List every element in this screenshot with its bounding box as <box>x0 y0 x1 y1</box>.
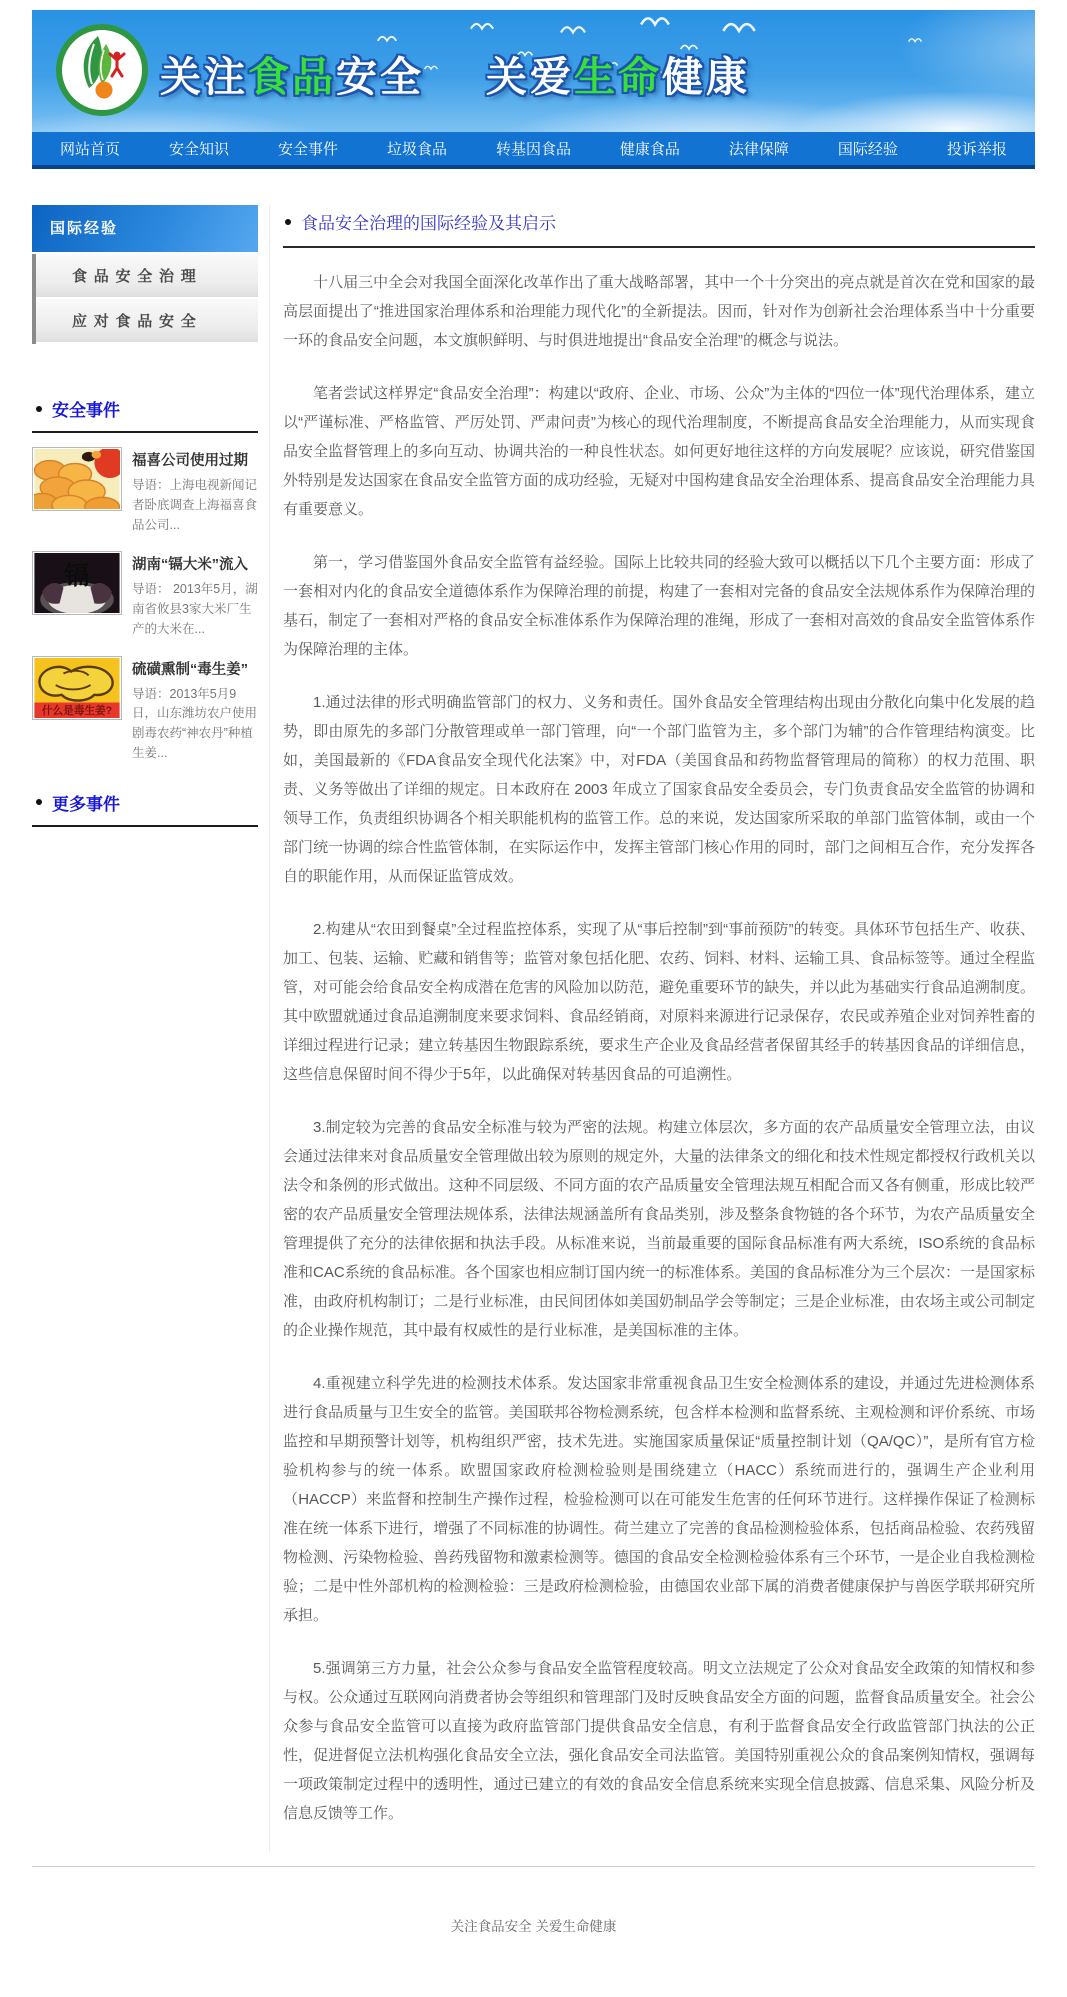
news-item <box>32 656 258 764</box>
more-events-label: 更多事件 <box>52 794 120 814</box>
site-banner <box>32 10 1035 132</box>
article-paragraph: 2.构建从“农田到餐桌”全过程监控体系，实现了从“事后控制”到“事前预防”的转变。具体环节包括生产、收获、加工、包装、运输、贮藏和销售等；监管对象包括化肥、农药、饲料、材料、运输工具、食品标签等。通过全程监管，对可能会给食品安全构成潜在危害的风险加以防范，避免重要环节的缺失，并以此为基础实行食品追溯制度。其中欧盟就通过食品追溯制度来要求饲料、食品经销商，对原料来源进行记录保存，农民或养殖企业对饲养牲畜的详细过程进行记录；建立转基因生物跟踪系统，要求生产企业及食品经营者保留其经手的转基因食品的详细信息，这些信息保留时间不得少于5年，以此确保对转基因食品的可追溯性。 <box>283 921 1035 1083</box>
news-desc: 导语： 2013年5月，湖南省攸县3家大米厂生产的大米在... <box>132 582 258 636</box>
title-seg: 关注 <box>160 54 248 100</box>
main-nav <box>32 132 1035 169</box>
toxic-ginger-thumb[interactable] <box>32 656 122 720</box>
nav-item-safety-knowledge[interactable]: 安全知识 <box>168 141 229 158</box>
article-paragraph: 5.强调第三方力量，社会公众参与食品安全监管程度较高。明文立法规定了公众对食品安全政策的知情权和参与权。公众通过互联网向消费者协会等组织和管理部门及时反映食品安全方面的问题，监督食品质量安全。社会公众参与食品安全监管可以直接为政府监管部门提供食品安全信息，有利于监督食品安全行政监管部门执法的公正性，促进督促立法机构强化食品安全立法，强化食品安全司法监管。美国特别重视公众的食品案例知情权，强调每一项政策制定过程中的透明性，通过已建立的有效的食品安全信息系统来实现全信息披露、信息采集、风险分析及信息反馈等工作。 <box>283 1660 1035 1822</box>
nav-item-junk-food[interactable]: 垃圾食品 <box>386 141 447 158</box>
footer-text: 关注食品安全 关爱生命健康 <box>450 1919 617 1934</box>
news-link[interactable]: 湖南“镉大米”流入 <box>132 557 248 574</box>
bullet-icon <box>285 219 291 225</box>
news-list <box>32 447 258 764</box>
title-seg: 生命 <box>574 54 662 100</box>
sidebar-menu <box>32 254 258 344</box>
cadmium-rice-thumb[interactable] <box>32 551 122 615</box>
bullet-icon <box>36 799 42 805</box>
dove-icon <box>560 22 586 40</box>
sidebar-item-responding-food-safety[interactable]: 应对食品安全 <box>36 299 258 344</box>
news-item <box>32 447 258 535</box>
dove-icon <box>640 14 670 32</box>
nav-item-legal-protection[interactable]: 法律保障 <box>728 141 789 158</box>
nav-item-complaints[interactable]: 投诉举报 <box>946 141 1007 158</box>
news-desc: 导语：2013年5月9日，山东潍坊农户使用剧毒农药“神农丹”种植生姜... <box>132 686 258 760</box>
article-body <box>283 268 1035 1828</box>
dove-icon <box>722 20 756 39</box>
title-seg: 安全 <box>336 54 424 100</box>
thumb-caption: 什么是毒生姜? <box>41 704 113 717</box>
site-title <box>160 44 750 103</box>
article-paragraph: 4.重视建立科学先进的检测技术体系。发达国家非常重视食品卫生安全检测体系的建设，并通过先进检测体系进行食品质量与卫生安全的监管。美国联邦谷物检测系统，包含样本检测和监督系统、主观检测和评价系统、市场监控和早期预警计划等，机构组织严密，技术先进。实施国家质量保证“质量控制计划（QA/QC）”，是所有官方检验机构参与的统一体系。欧盟国家政府检测检验则是围绕建立（HACC）系统而进行的，强调生产企业利用（HACCP）来监督和控制生产操作过程，检验检测可以在可能发生危害的任何环节进行。这样操作保证了检测标准在统一体系下进行，增强了不同标准的协调性。荷兰建立了完善的食品检测检验体系，包括商品检验、农药残留物检测、污染物检验、兽药残留物和激素检测等。德国的食品安全检测检验体系有三个环节，一是企业自我检测检验；二是中性外部机构的检测检验：三是政府检测检验，由德国农业部下属的消费者健康保护与兽医学联邦研究所承担。 <box>283 1375 1035 1624</box>
news-link[interactable]: 福喜公司使用过期 <box>132 453 248 469</box>
page-container <box>32 10 1035 1997</box>
title-seg: 食品 <box>248 54 336 100</box>
nav-item-home[interactable]: 网站首页 <box>60 141 121 158</box>
title-seg: 关爱 <box>486 54 574 100</box>
article-paragraph: 第一，学习借鉴国外食品安全监管有益经验。国际上比较共同的经验大致可以概括以下几个主要方面：形成了一套相对内化的食品安全道德体系作为保障治理的前提，构建了一套相对完备的食品安全法规体系作为保障治理的基石，制定了一套相对严格的食品安全标准体系作为保障治理的准绳，形成了一套相对高效的食品安全监管体系作为保障治理的主体。 <box>283 554 1035 658</box>
news-item <box>32 551 258 639</box>
article-title-row <box>283 205 1035 248</box>
nav-item-gmo-food[interactable]: 转基因食品 <box>495 141 571 158</box>
sidebar <box>32 205 270 1852</box>
sidebar-item-food-safety-governance[interactable]: 食品安全治理 <box>36 254 258 299</box>
sidebar-heading-label: 安全事件 <box>52 401 120 420</box>
thumb-caption: 镉 <box>64 562 90 591</box>
news-desc: 导语：上海电视新闻记者卧底调查上海福喜食品公司... <box>132 478 258 532</box>
expired-food-thumb[interactable] <box>32 447 122 511</box>
nav-item-healthy-food[interactable]: 健康食品 <box>619 141 680 158</box>
article-paragraph: 十八届三中全会对我国全面深化改革作出了重大战略部署，其中一个十分突出的亮点就是首次在党和国家的最高层面提出了“推进国家治理体系和治理能力现代化”的全新提法。因而，针对作为创新社会治理体系当中十分重要一环的食品安全问题，本文旗帜鲜明、与时俱进地提出“食品安全治理”的概念与说法。 <box>283 274 1035 349</box>
nav-item-safety-events[interactable]: 安全事件 <box>277 141 338 158</box>
bullet-icon <box>36 406 42 412</box>
article-paragraph: 1.通过法律的形式明确监管部门的权力、义务和责任。国外食品安全管理结构出现由分散化向集中化发展的趋势，即由原先的多部门分散管理或单一部门管理，向“一个部门监管为主，多个部门为辅”的合作管理结构演变。比如，美国最新的《FDA食品安全现代化法案》中，对FDA（美国食品和药物监督管理局的简称）的权力范围、职责、义务等做出了详细的规定。日本政府在 2003 年成立了国家食品安全委员会，专门负责食品安全监管的协调和领导工作，负责组织协调各个相关职能机构的监管工作。总的来说，发达国家所采取的单部门监管体制，或由一个部门统一协调的综合性监管体制，在实际运作中，发挥主管部门核心作用的同时，部门之间相互合作，充分发挥各自的职能作用，从而保证监管成效。 <box>283 694 1035 885</box>
more-events-link[interactable] <box>32 790 258 827</box>
sidebar-section-title: 国际经验 <box>32 205 258 252</box>
site-logo-icon[interactable] <box>54 22 150 123</box>
title-seg: 健康 <box>662 54 750 100</box>
dove-icon <box>908 30 922 48</box>
article-title: 食品安全治理的国际经验及其启示 <box>301 214 556 233</box>
nav-item-international-experience[interactable]: 国际经验 <box>837 141 898 158</box>
footer <box>32 1866 1035 1997</box>
news-link[interactable]: 硫磺熏制“毒生姜” <box>132 661 248 678</box>
sidebar-heading-safety-events <box>32 396 258 433</box>
article-paragraph: 3.制定较为完善的食品安全标准与较为严密的法规。构建立体层次，多方面的农产品质量安全管理立法，由议会通过法律来对食品质量安全管理做出较为原则的规定外，大量的法律条文的细化和技术性规定都授权行政机关以法令和条例的形式做出。这种不同层级、不同方面的农产品质量安全管理法规互相配合而又各有侧重，形成比较严密的农产品质量安全管理法规体系，法律法规涵盖所有食品类别，涉及整条食物链的各个环节，为农产品质量安全管理提供了充分的法律依据和执法手段。从标准来说，当前最重要的国际食品标准有两大系统，ISO系统的食品标准和CAC系统的食品标准。各个国家也相应制订国内统一的标准体系。美国的食品标准分为三个层次：一是国家标准，由政府机构制订；二是行业标准，由民间团体如美国奶制品学会等制定；三是企业标准，由农场主或公司制定的企业操作规范，其中最有权威性的是行业标准，是美国标准的主体。 <box>283 1119 1035 1339</box>
main-content <box>270 205 1035 1852</box>
article-paragraph: 笔者尝试这样界定“食品安全治理”：构建以“政府、企业、市场、公众”为主体的“四位一体”现代治理体系，建立以“严谨标准、严格监管、严厉处罚、严肃问责”为核心的现代治理制度，不断提高食品安全治理能力，从而实现食品安全监督管理上的多向互动、协调共治的一种良性状态。如何更好地往这样的方向发展呢？应该说，研究借鉴国外特别是发达国家在食品安全监管方面的成功经验，无疑对中国构建食品安全治理体系、提高食品安全治理能力具有重要意义。 <box>283 385 1035 518</box>
dove-icon <box>470 18 494 36</box>
